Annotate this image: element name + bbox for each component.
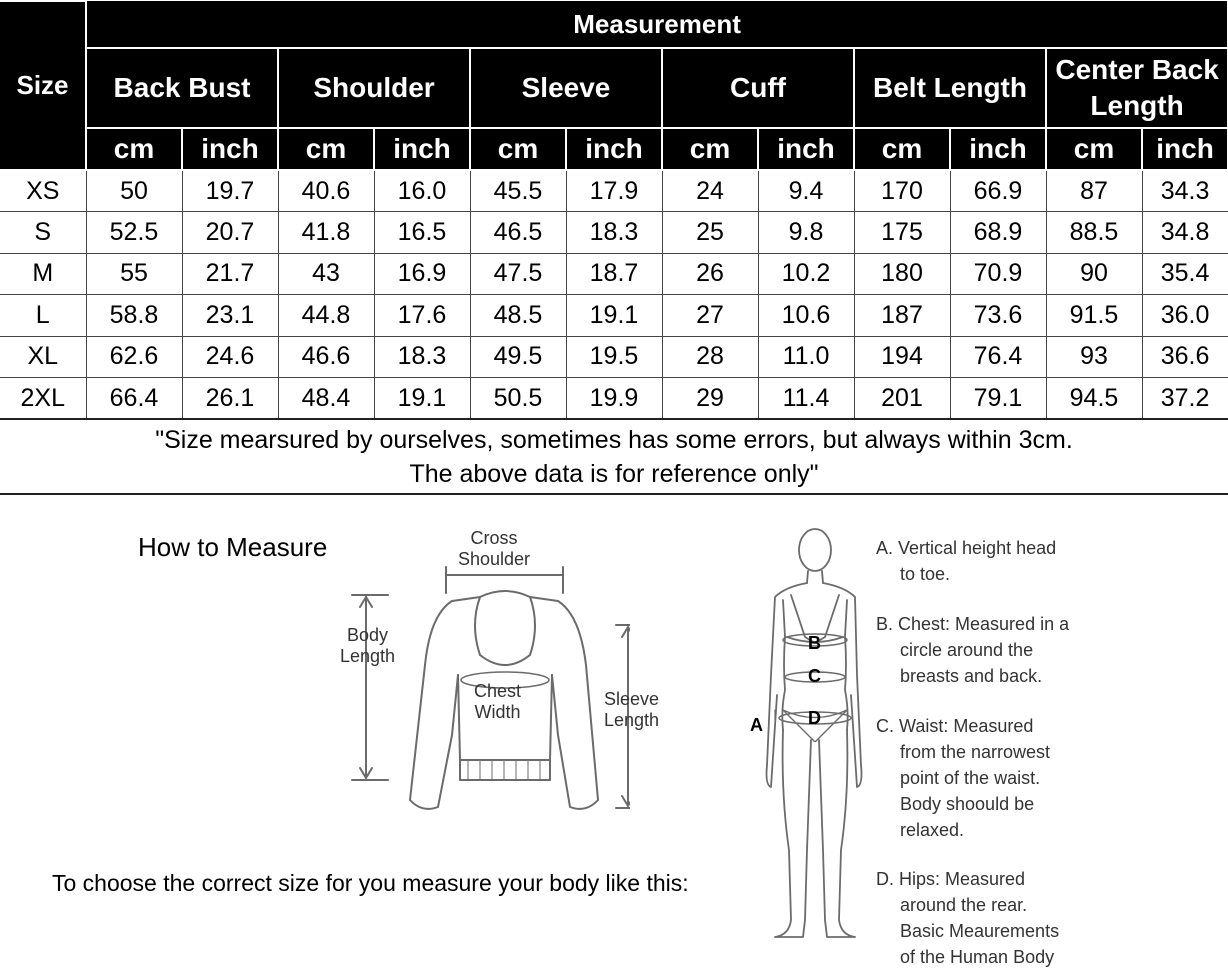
table-row	[0, 253, 1228, 295]
description-b-line-1: B. Chest: Measured in a	[876, 614, 1070, 634]
value-cell: 19.9	[566, 378, 662, 420]
section-divider	[0, 493, 1228, 495]
description-c-line-5: relaxed.	[900, 820, 965, 840]
group-header-belt-length: Belt Length	[854, 48, 1046, 128]
description-d-line-4: of the Human Body	[900, 947, 1055, 967]
description-a	[876, 535, 1216, 587]
body-figure-diagram	[745, 525, 870, 950]
value-cell: 48.5	[470, 295, 566, 337]
value-cell: 55	[86, 253, 182, 295]
value-cell: 24	[662, 170, 758, 212]
unit-header-cm: cm	[470, 128, 566, 170]
cross-shoulder-label	[458, 528, 530, 570]
value-cell: 18.3	[374, 336, 470, 378]
value-cell: 9.8	[758, 212, 854, 254]
description-b-line-2: circle around the	[900, 640, 1034, 660]
value-cell: 40.6	[278, 170, 374, 212]
group-header-sleeve: Sleeve	[470, 48, 662, 128]
value-cell: 76.4	[950, 336, 1046, 378]
value-cell: 18.3	[566, 212, 662, 254]
group-header-cuff: Cuff	[662, 48, 854, 128]
body-length-label	[340, 625, 395, 667]
value-cell: 28	[662, 336, 758, 378]
value-cell: 34.8	[1142, 212, 1228, 254]
value-cell: 9.4	[758, 170, 854, 212]
value-cell: 88.5	[1046, 212, 1142, 254]
chest-width-label-line-2: Width	[474, 702, 521, 722]
value-cell: 49.5	[470, 336, 566, 378]
unit-header-cm: cm	[86, 128, 182, 170]
value-cell: 11.0	[758, 336, 854, 378]
unit-header-cm: cm	[854, 128, 950, 170]
value-cell: 11.4	[758, 378, 854, 420]
value-cell: 90	[1046, 253, 1142, 295]
value-cell: 34.3	[1142, 170, 1228, 212]
value-cell: 48.4	[278, 378, 374, 420]
value-cell: 175	[854, 212, 950, 254]
value-cell: 17.9	[566, 170, 662, 212]
sleeve-length-label-line-1: Sleeve	[604, 689, 660, 709]
value-cell: 19.1	[566, 295, 662, 337]
value-cell: 41.8	[278, 212, 374, 254]
body-letter-c: C	[808, 666, 821, 686]
value-cell: 79.1	[950, 378, 1046, 420]
cross-shoulder-label-line-2: Shoulder	[458, 549, 531, 569]
value-cell: 36.6	[1142, 336, 1228, 378]
size-cell: L	[0, 295, 86, 337]
value-cell: 16.5	[374, 212, 470, 254]
description-c-line-3: point of the waist.	[900, 768, 1041, 788]
unit-header-inch: inch	[1142, 128, 1228, 170]
value-cell: 16.0	[374, 170, 470, 212]
unit-header-cm: cm	[662, 128, 758, 170]
value-cell: 25	[662, 212, 758, 254]
sleeve-length-label-line-2: Length	[604, 710, 660, 730]
unit-header-inch: inch	[758, 128, 854, 170]
unit-header-cm: cm	[1046, 128, 1142, 170]
value-cell: 29	[662, 378, 758, 420]
value-cell: 10.6	[758, 295, 854, 337]
description-c	[876, 713, 1216, 843]
value-cell: 21.7	[182, 253, 278, 295]
unit-header-inch: inch	[566, 128, 662, 170]
value-cell: 66.9	[950, 170, 1046, 212]
size-column-header: Size	[0, 1, 86, 170]
value-cell: 26.1	[182, 378, 278, 420]
description-c-line-2: from the narrowest	[900, 742, 1051, 762]
value-cell: 73.6	[950, 295, 1046, 337]
table-row	[0, 212, 1228, 254]
body-letter-d: D	[808, 708, 821, 728]
description-b	[876, 611, 1216, 689]
chest-width-label	[474, 681, 521, 723]
body-letter-b: B	[808, 633, 821, 653]
size-cell: S	[0, 212, 86, 254]
value-cell: 17.6	[374, 295, 470, 337]
value-cell: 19.5	[566, 336, 662, 378]
chest-width-label-line-1: Chest	[474, 681, 522, 701]
description-c-line-4: Body shoould be	[900, 794, 1035, 814]
description-d-line-1: D. Hips: Measured	[876, 869, 1026, 889]
unit-header-inch: inch	[950, 128, 1046, 170]
sleeve-length-label	[604, 689, 659, 731]
value-cell: 93	[1046, 336, 1142, 378]
value-cell: 36.0	[1142, 295, 1228, 337]
value-cell: 45.5	[470, 170, 566, 212]
value-cell: 194	[854, 336, 950, 378]
value-cell: 44.8	[278, 295, 374, 337]
disclaimer-line-2: The above data is for reference only"	[409, 460, 819, 488]
unit-header-inch: inch	[374, 128, 470, 170]
description-d-line-3: Basic Meaurements	[900, 921, 1060, 941]
group-header-back-bust: Back Bust	[86, 48, 278, 128]
value-cell: 180	[854, 253, 950, 295]
value-cell: 10.2	[758, 253, 854, 295]
value-cell: 94.5	[1046, 378, 1142, 420]
value-cell: 26	[662, 253, 758, 295]
size-cell: 2XL	[0, 378, 86, 420]
value-cell: 18.7	[566, 253, 662, 295]
unit-header-inch: inch	[182, 128, 278, 170]
disclaimer-note	[0, 423, 1228, 493]
value-cell: 20.7	[182, 212, 278, 254]
value-cell: 58.8	[86, 295, 182, 337]
value-cell: 187	[854, 295, 950, 337]
value-cell: 37.2	[1142, 378, 1228, 420]
value-cell: 19.7	[182, 170, 278, 212]
group-header-shoulder: Shoulder	[278, 48, 470, 128]
description-d	[876, 866, 1216, 970]
value-cell: 87	[1046, 170, 1142, 212]
value-cell: 43	[278, 253, 374, 295]
description-a-line-1: A. Vertical height head	[876, 538, 1057, 558]
size-cell: XL	[0, 336, 86, 378]
how-to-measure-title: How to Measure	[138, 532, 328, 562]
value-cell: 70.9	[950, 253, 1046, 295]
value-cell: 46.5	[470, 212, 566, 254]
choose-size-instruction: To choose the correct size for you measure your body like this:	[52, 870, 689, 896]
size-chart-table	[0, 0, 1228, 420]
value-cell: 16.9	[374, 253, 470, 295]
value-cell: 50	[86, 170, 182, 212]
table-row	[0, 295, 1228, 337]
table-row	[0, 378, 1228, 420]
unit-header-cm: cm	[278, 128, 374, 170]
size-cell: XS	[0, 170, 86, 212]
value-cell: 46.6	[278, 336, 374, 378]
table-row	[0, 170, 1228, 212]
value-cell: 68.9	[950, 212, 1046, 254]
value-cell: 50.5	[470, 378, 566, 420]
description-b-line-3: breasts and back.	[900, 666, 1043, 686]
description-d-line-2: around the rear.	[900, 895, 1028, 915]
value-cell: 201	[854, 378, 950, 420]
value-cell: 91.5	[1046, 295, 1142, 337]
measurement-header: Measurement	[86, 1, 1228, 48]
value-cell: 19.1	[374, 378, 470, 420]
cross-shoulder-label-line-1: Cross	[470, 528, 518, 548]
value-cell: 27	[662, 295, 758, 337]
value-cell: 23.1	[182, 295, 278, 337]
value-cell: 66.4	[86, 378, 182, 420]
size-cell: M	[0, 253, 86, 295]
group-header-center-back-length: Center Back Length	[1046, 48, 1228, 128]
body-letter-a: A	[750, 715, 763, 735]
value-cell: 24.6	[182, 336, 278, 378]
value-cell: 170	[854, 170, 950, 212]
value-cell: 47.5	[470, 253, 566, 295]
value-cell: 35.4	[1142, 253, 1228, 295]
head-outline	[799, 529, 831, 571]
description-a-line-2: to toe.	[900, 564, 951, 584]
value-cell: 52.5	[86, 212, 182, 254]
table-row	[0, 336, 1228, 378]
body-length-label-line-2: Length	[340, 646, 396, 666]
body-length-label-line-1: Body	[347, 625, 389, 645]
value-cell: 62.6	[86, 336, 182, 378]
disclaimer-line-1: "Size mearsured by ourselves, sometimes has some errors, but always within 3cm.	[155, 426, 1073, 454]
description-c-line-1: C. Waist: Measured	[876, 716, 1034, 736]
sweater-measurement-diagram	[330, 525, 630, 825]
